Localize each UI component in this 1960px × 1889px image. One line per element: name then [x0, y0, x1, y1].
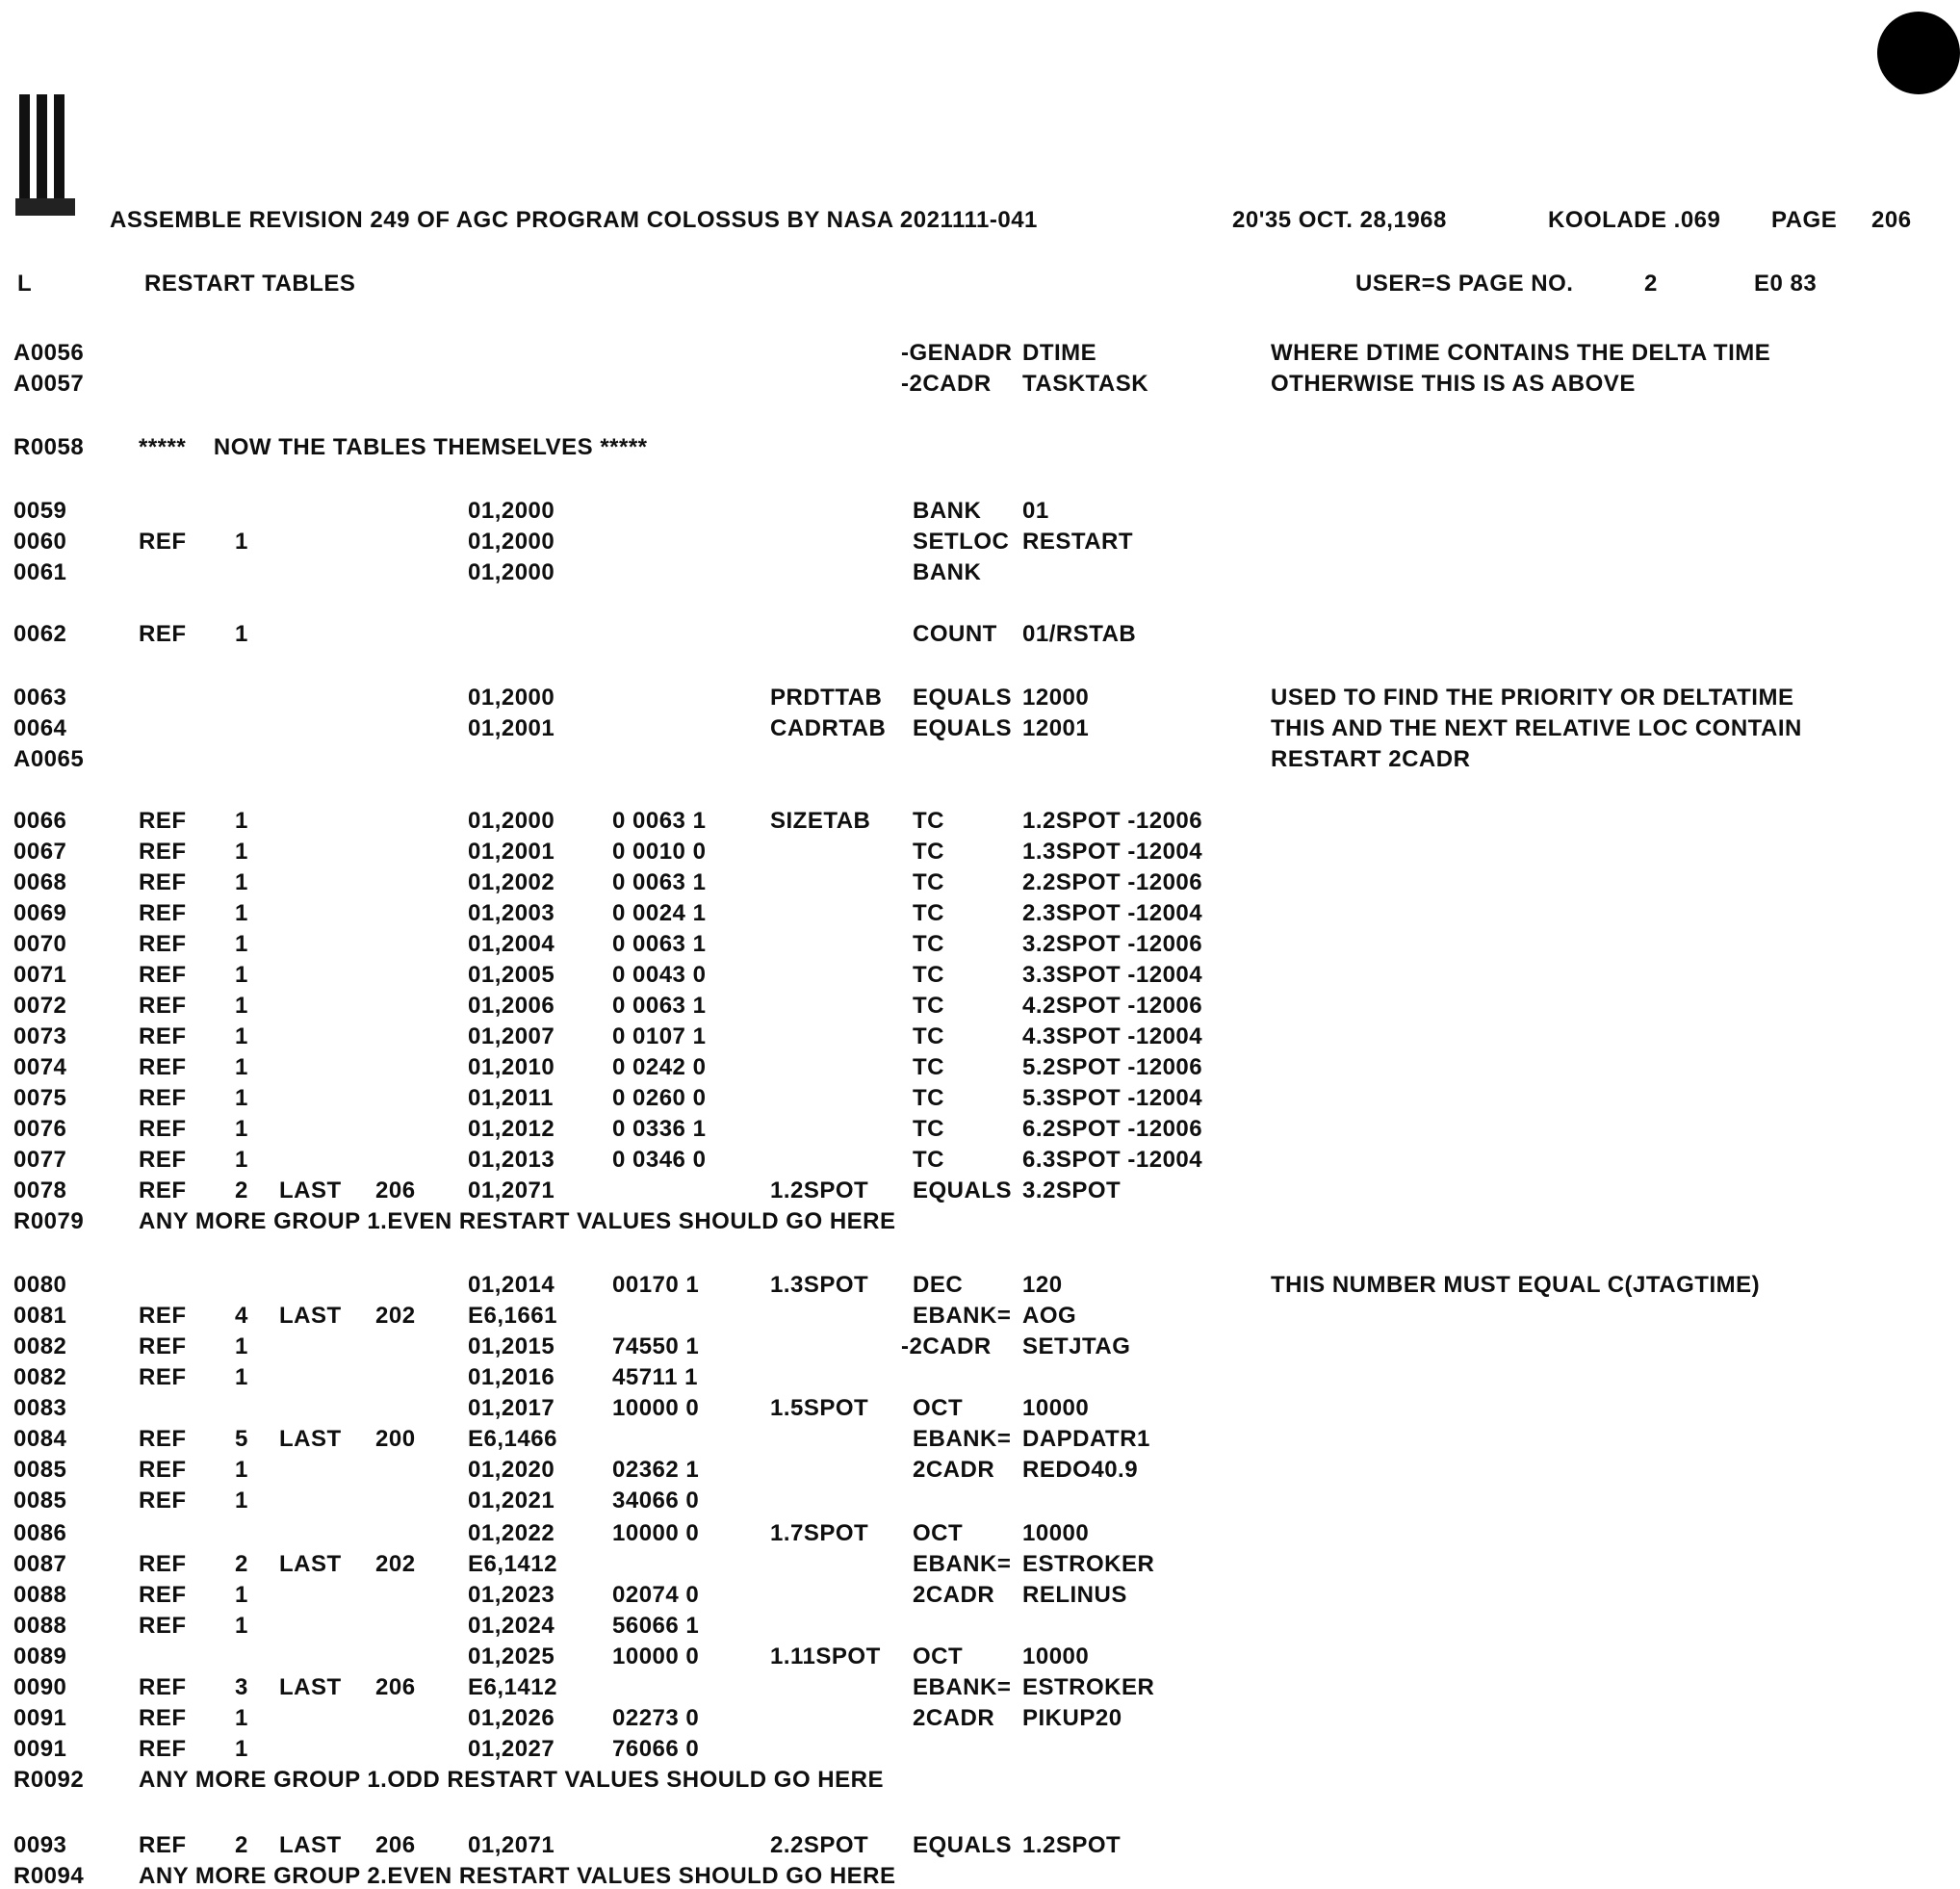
listing-val: 0 0063 1 [612, 869, 707, 895]
listing-operand: 6.3SPOT -12004 [1022, 1147, 1203, 1173]
listing-operand: 10000 [1022, 1395, 1090, 1421]
listing-addr: 01,2016 [468, 1364, 555, 1390]
header-user: KOOLADE .069 [1548, 207, 1721, 233]
listing-addr: 01,2021 [468, 1488, 555, 1514]
listing-id: R0058 [13, 434, 85, 460]
listing-ref: REF [139, 839, 187, 865]
listing-addr: 01,2022 [468, 1520, 555, 1546]
listing-refn: 1 [235, 621, 248, 647]
listing-operand: 4.2SPOT -12006 [1022, 993, 1203, 1019]
listing-id: 0059 [13, 498, 67, 524]
listing-refn: 1 [235, 1023, 248, 1049]
listing-label: 1.2SPOT [770, 1177, 869, 1203]
listing-ref: REF [139, 1085, 187, 1111]
listing-addr: 01,2023 [468, 1582, 555, 1608]
listing-addr: 01,2007 [468, 1023, 555, 1049]
listing-refn: 1 [235, 900, 248, 926]
listing-op: TC [913, 869, 944, 895]
user-page-label: USER=S PAGE NO. [1355, 271, 1574, 297]
listing-op: TC [913, 1116, 944, 1142]
listing-last: LAST [279, 1832, 342, 1858]
listing-ref: REF [139, 1364, 187, 1390]
listing-refn: 3 [235, 1674, 248, 1700]
listing-ref: REF [139, 962, 187, 988]
header-title: ASSEMBLE REVISION 249 OF AGC PROGRAM COLOSSUS BY NASA 2021111-041 [110, 207, 1038, 233]
listing-refn: 1 [235, 529, 248, 555]
listing-op: EBANK= [913, 1674, 1012, 1700]
listing-operand: 01 [1022, 498, 1049, 524]
listing-val: 02362 1 [612, 1457, 700, 1483]
listing-operand: PIKUP20 [1022, 1705, 1122, 1731]
listing-refn: 1 [235, 931, 248, 957]
listing-id: 0075 [13, 1085, 67, 1111]
listing-id: A0065 [13, 746, 85, 772]
listing-label: 1.5SPOT [770, 1395, 869, 1421]
listing-addr: 01,2017 [468, 1395, 555, 1421]
listing-id: R0094 [13, 1863, 85, 1889]
listing-addr: 01,2006 [468, 993, 555, 1019]
listing-id: R0079 [13, 1208, 85, 1234]
listing-operand: 5.2SPOT -12006 [1022, 1054, 1203, 1080]
listing-operand: 2.2SPOT -12006 [1022, 869, 1203, 895]
listing-ref: REF [139, 1177, 187, 1203]
listing-val: 74550 1 [612, 1333, 700, 1359]
listing-addr: 01,2015 [468, 1333, 555, 1359]
listing-operand: 12000 [1022, 685, 1090, 711]
listing-label: CADRTAB [770, 715, 887, 741]
listing-val: 0 0024 1 [612, 900, 707, 926]
listing-id: 0091 [13, 1705, 67, 1731]
punch-hole [1877, 12, 1960, 94]
listing-addr: 01,2000 [468, 498, 555, 524]
listing-val: 00170 1 [612, 1272, 700, 1298]
listing-ref: REF [139, 900, 187, 926]
listing-refn: 2 [235, 1832, 248, 1858]
listing-val: 0 0107 1 [612, 1023, 707, 1049]
listing-operand: DTIME [1022, 340, 1097, 366]
listing-id: 0089 [13, 1643, 67, 1669]
listing-op: EQUALS [913, 1832, 1013, 1858]
listing-addr: 01,2010 [468, 1054, 555, 1080]
listing-id: 0067 [13, 839, 67, 865]
listing-op: -2CADR [901, 371, 992, 397]
listing-op: EQUALS [913, 1177, 1013, 1203]
listing-refn: 1 [235, 1736, 248, 1762]
listing-operand: 10000 [1022, 1643, 1090, 1669]
listing-op: 2CADR [913, 1705, 995, 1731]
listing-val: 0 0336 1 [612, 1116, 707, 1142]
listing-val: 0 0010 0 [612, 839, 707, 865]
listing-val: 10000 0 [612, 1643, 700, 1669]
listing-op: TC [913, 962, 944, 988]
listing-addr: 01,2071 [468, 1177, 555, 1203]
binder-clip-graphic [15, 94, 75, 218]
listing-text: ANY MORE GROUP 2.EVEN RESTART VALUES SHOULD GO HERE [139, 1863, 896, 1889]
listing-id: 0078 [13, 1177, 67, 1203]
listing-id: 0076 [13, 1116, 67, 1142]
listing-addr: 01,2000 [468, 808, 555, 834]
subheader-code: L [17, 271, 33, 297]
listing-ref: REF [139, 1333, 187, 1359]
listing-ref: REF [139, 1736, 187, 1762]
listing-operand: 120 [1022, 1272, 1063, 1298]
listing-val: 0 0242 0 [612, 1054, 707, 1080]
listing-operand: 6.2SPOT -12006 [1022, 1116, 1203, 1142]
listing-addr: 01,2012 [468, 1116, 555, 1142]
listing-ref: REF [139, 993, 187, 1019]
listing-ref: REF [139, 1457, 187, 1483]
listing-refn: 1 [235, 808, 248, 834]
listing-op: TC [913, 931, 944, 957]
listing-ref: REF [139, 1582, 187, 1608]
listing-id: 0074 [13, 1054, 67, 1080]
listing-id: 0088 [13, 1582, 67, 1608]
listing-id: 0086 [13, 1520, 67, 1546]
listing-text: ANY MORE GROUP 1.ODD RESTART VALUES SHOULD GO HERE [139, 1767, 884, 1793]
listing-val: 02273 0 [612, 1705, 700, 1731]
listing-op: SETLOC [913, 529, 1010, 555]
listing-comment: RESTART 2CADR [1271, 746, 1471, 772]
listing-addr: 01,2013 [468, 1147, 555, 1173]
listing-id: 0084 [13, 1426, 67, 1452]
listing-operand: 5.3SPOT -12004 [1022, 1085, 1203, 1111]
listing-addr: 01,2020 [468, 1457, 555, 1483]
listing-refn: 1 [235, 1116, 248, 1142]
listing-comment: USED TO FIND THE PRIORITY OR DELTATIME [1271, 685, 1794, 711]
listing-operand: ESTROKER [1022, 1551, 1155, 1577]
listing-operand: 1.3SPOT -12004 [1022, 839, 1203, 865]
listing-ref: REF [139, 1147, 187, 1173]
listing-last: LAST [279, 1551, 342, 1577]
listing-refn: 1 [235, 1582, 248, 1608]
listing-val: 76066 0 [612, 1736, 700, 1762]
eo-code: E0 83 [1754, 271, 1818, 297]
listing-addr: 01,2001 [468, 839, 555, 865]
listing-op: OCT [913, 1520, 964, 1546]
listing-val: 10000 0 [612, 1520, 700, 1546]
header-page-number: 206 [1871, 207, 1912, 233]
listing-addr: 01,2002 [468, 869, 555, 895]
listing-lastn: 200 [375, 1426, 416, 1452]
listing-addr: 01,2024 [468, 1613, 555, 1639]
listing-operand: SETJTAG [1022, 1333, 1131, 1359]
listing-operand: 4.3SPOT -12004 [1022, 1023, 1203, 1049]
listing-addr: 01,2005 [468, 962, 555, 988]
listing-ref: REF [139, 931, 187, 957]
listing-id: 0091 [13, 1736, 67, 1762]
listing-val: 0 0063 1 [612, 931, 707, 957]
listing-operand: 3.3SPOT -12004 [1022, 962, 1203, 988]
listing-op: DEC [913, 1272, 964, 1298]
listing-id: 0069 [13, 900, 67, 926]
listing-id: 0082 [13, 1364, 67, 1390]
listing-text: ANY MORE GROUP 1.EVEN RESTART VALUES SHOULD GO HERE [139, 1208, 896, 1234]
listing-refn: 1 [235, 839, 248, 865]
listing-id: 0062 [13, 621, 67, 647]
listing-op: TC [913, 993, 944, 1019]
listing-comment: WHERE DTIME CONTAINS THE DELTA TIME [1271, 340, 1771, 366]
listing-operand: 3.2SPOT -12006 [1022, 931, 1203, 957]
listing-lastn: 202 [375, 1551, 416, 1577]
header-page-label: PAGE [1771, 207, 1838, 233]
listing-operand: 1.2SPOT -12006 [1022, 808, 1203, 834]
listing-op: EBANK= [913, 1303, 1012, 1329]
listing-comment: OTHERWISE THIS IS AS ABOVE [1271, 371, 1636, 397]
listing-id: 0072 [13, 993, 67, 1019]
listing-val: 10000 0 [612, 1395, 700, 1421]
listing-op: -2CADR [901, 1333, 992, 1359]
section-title: RESTART TABLES [144, 271, 356, 297]
listing-label: 1.7SPOT [770, 1520, 869, 1546]
listing-ref: REF [139, 1303, 187, 1329]
listing-id: 0071 [13, 962, 67, 988]
listing-operand: 10000 [1022, 1520, 1090, 1546]
listing-operand: 3.2SPOT [1022, 1177, 1122, 1203]
listing-addr: 01,2004 [468, 931, 555, 957]
listing-op: 2CADR [913, 1457, 995, 1483]
listing-addr: 01,2014 [468, 1272, 555, 1298]
listing-val: 0 0063 1 [612, 808, 707, 834]
listing-ref: REF [139, 1426, 187, 1452]
listing-ref: REF [139, 1054, 187, 1080]
listing-addr: 01,2000 [468, 685, 555, 711]
listing-op: EBANK= [913, 1551, 1012, 1577]
listing-op: COUNT [913, 621, 997, 647]
listing-comment: THIS NUMBER MUST EQUAL C(JTAGTIME) [1271, 1272, 1761, 1298]
listing-op: TC [913, 839, 944, 865]
listing-op: OCT [913, 1395, 964, 1421]
listing-refn: 1 [235, 1457, 248, 1483]
listing-val: 0 0063 1 [612, 993, 707, 1019]
listing-id: 0066 [13, 808, 67, 834]
listing-val: 0 0346 0 [612, 1147, 707, 1173]
listing-id: 0087 [13, 1551, 67, 1577]
listing-val: 0 0260 0 [612, 1085, 707, 1111]
listing-label: SIZETAB [770, 808, 871, 834]
listing-id: 0064 [13, 715, 67, 741]
listing-addr: 01,2027 [468, 1736, 555, 1762]
listing-id: R0092 [13, 1767, 85, 1793]
listing-lastn: 206 [375, 1674, 416, 1700]
listing-id: 0081 [13, 1303, 67, 1329]
listing-refn: 1 [235, 1085, 248, 1111]
listing-val: 45711 1 [612, 1364, 698, 1390]
listing-addr: 01,2001 [468, 715, 555, 741]
listing-refn: 5 [235, 1426, 248, 1452]
listing-refn: 1 [235, 993, 248, 1019]
listing-operand: AOG [1022, 1303, 1077, 1329]
listing-refn: 1 [235, 1488, 248, 1514]
listing-id: 0070 [13, 931, 67, 957]
listing-last: LAST [279, 1674, 342, 1700]
listing-addr: 01,2026 [468, 1705, 555, 1731]
listing-operand: RELINUS [1022, 1582, 1127, 1608]
listing-ref: REF [139, 529, 187, 555]
listing-last: LAST [279, 1303, 342, 1329]
listing-val: 0 0043 0 [612, 962, 707, 988]
listing-id: 0083 [13, 1395, 67, 1421]
listing-op: TC [913, 900, 944, 926]
listing-operand: 12001 [1022, 715, 1090, 741]
listing-ref: REF [139, 808, 187, 834]
listing-ref: REF [139, 1116, 187, 1142]
listing-addr: E6,1412 [468, 1674, 557, 1700]
header-datetime: 20'35 OCT. 28,1968 [1232, 207, 1447, 233]
listing-operand: TASKTASK [1022, 371, 1149, 397]
listing-val: 56066 1 [612, 1613, 700, 1639]
listing-addr: 01,2003 [468, 900, 555, 926]
listing-refn: 4 [235, 1303, 248, 1329]
listing-val: 34066 0 [612, 1488, 700, 1514]
listing-id: 0063 [13, 685, 67, 711]
listing-op: TC [913, 1054, 944, 1080]
listing-label: 2.2SPOT [770, 1832, 869, 1858]
listing-addr: E6,1466 [468, 1426, 557, 1452]
listing-refn: 1 [235, 1054, 248, 1080]
listing-op: TC [913, 1085, 944, 1111]
listing-val: 02074 0 [612, 1582, 700, 1608]
listing-label: 1.11SPOT [770, 1643, 881, 1669]
listing-lastn: 206 [375, 1177, 416, 1203]
listing-operand: REDO40.9 [1022, 1457, 1139, 1483]
listing-addr: 01,2000 [468, 529, 555, 555]
listing-addr: E6,1412 [468, 1551, 557, 1577]
listing-operand: 1.2SPOT [1022, 1832, 1122, 1858]
listing-addr: 01,2025 [468, 1643, 555, 1669]
listing-id: 0061 [13, 559, 67, 585]
listing-id: 0085 [13, 1488, 67, 1514]
listing-ref: REF [139, 1023, 187, 1049]
listing-id: 0080 [13, 1272, 67, 1298]
listing-id: 0088 [13, 1613, 67, 1639]
listing-id: 0093 [13, 1832, 67, 1858]
listing-label: PRDTTAB [770, 685, 883, 711]
listing-ref: REF [139, 621, 187, 647]
listing-op: BANK [913, 498, 982, 524]
listing-ref: REF [139, 869, 187, 895]
listing-op: TC [913, 1023, 944, 1049]
listing-op: -GENADR [901, 340, 1013, 366]
listing-op: TC [913, 1147, 944, 1173]
listing-id: 0060 [13, 529, 67, 555]
listing-op: EQUALS [913, 715, 1013, 741]
listing-last: LAST [279, 1426, 342, 1452]
listing-addr: E6,1661 [468, 1303, 557, 1329]
listing-comment: THIS AND THE NEXT RELATIVE LOC CONTAIN [1271, 715, 1802, 741]
listing-op: EBANK= [913, 1426, 1012, 1452]
listing-ref: REF [139, 1705, 187, 1731]
listing-ref: REF [139, 1832, 187, 1858]
listing-operand: DAPDATR1 [1022, 1426, 1150, 1452]
listing-ref: REF [139, 1613, 187, 1639]
listing-refn: 2 [235, 1177, 248, 1203]
listing-operand: RESTART [1022, 529, 1134, 555]
listing-id: 0085 [13, 1457, 67, 1483]
listing-label: 1.3SPOT [770, 1272, 869, 1298]
listing-op: EQUALS [913, 685, 1013, 711]
listing-id: 0077 [13, 1147, 67, 1173]
listing-refn: 2 [235, 1551, 248, 1577]
listing-addr: 01,2071 [468, 1832, 555, 1858]
listing-id: A0057 [13, 371, 85, 397]
listing-id: 0082 [13, 1333, 67, 1359]
listing-id: 0068 [13, 869, 67, 895]
listing-refn: 1 [235, 1333, 248, 1359]
listing-id: 0090 [13, 1674, 67, 1700]
listing-refn: 1 [235, 1364, 248, 1390]
listing-op: TC [913, 808, 944, 834]
listing-op: 2CADR [913, 1582, 995, 1608]
listing-last: LAST [279, 1177, 342, 1203]
listing-operand: 2.3SPOT -12004 [1022, 900, 1203, 926]
user-page-number: 2 [1644, 271, 1658, 297]
listing-ref: REF [139, 1674, 187, 1700]
listing-lastn: 206 [375, 1832, 416, 1858]
listing-refn: 1 [235, 1705, 248, 1731]
listing-ref: REF [139, 1551, 187, 1577]
listing-id: 0073 [13, 1023, 67, 1049]
listing-refn: 1 [235, 1147, 248, 1173]
listing-refn: 1 [235, 1613, 248, 1639]
listing-addr: 01,2000 [468, 559, 555, 585]
listing-refn: 1 [235, 962, 248, 988]
listing-id: A0056 [13, 340, 85, 366]
listing-operand: 01/RSTAB [1022, 621, 1137, 647]
listing-text: ***** NOW THE TABLES THEMSELVES ***** [139, 434, 648, 460]
listing-op: BANK [913, 559, 982, 585]
listing-refn: 1 [235, 869, 248, 895]
listing-operand: ESTROKER [1022, 1674, 1155, 1700]
listing-addr: 01,2011 [468, 1085, 554, 1111]
listing-op: OCT [913, 1643, 964, 1669]
listing-lastn: 202 [375, 1303, 416, 1329]
listing-ref: REF [139, 1488, 187, 1514]
